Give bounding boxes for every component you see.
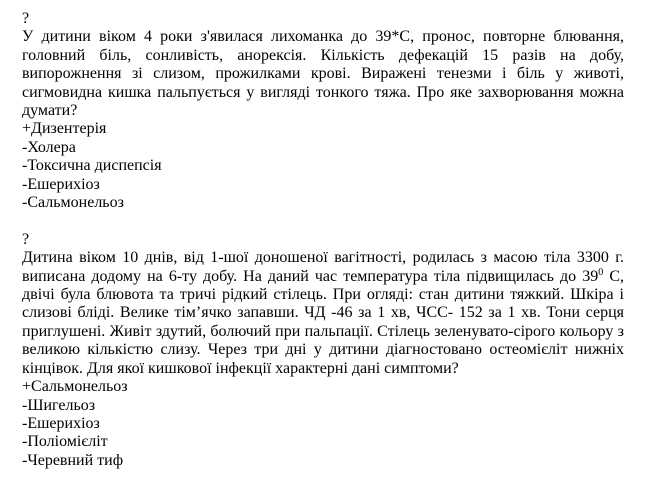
answer-option: -Токсична диспепсія (22, 157, 162, 175)
answer-option: -Поліомієліт (22, 433, 108, 451)
answer-option: -Черевний тиф (22, 451, 124, 469)
question-block-1 (22, 10, 624, 212)
answer-option: -Холера (22, 138, 76, 156)
answer-list (22, 120, 624, 212)
blank-line (22, 212, 624, 230)
question-text-part2: С, двічі була блювота та тричі рідкий стілець. При огляді: стан дитини тяжкий. Шкіра і слизові бліді. Велике тім’ячко запавши. ЧД -46 за 1 хв, ЧСС- 152 за 1 хв. Тони серця приглушені. Живіт здутий, болючий при пальпації. Стілець зеленувато-сірого кольору з великою кількістю слизу. Через три дні у дитини діагностовано остеомієліт нижніх кінцівок. Для якої кишкової інфекції характерні дані симптоми? (22, 267, 625, 377)
answer-correct: +Сальмонельоз (22, 378, 128, 396)
degree-superscript: 0 (598, 266, 604, 278)
question-marker: ? (22, 10, 30, 27)
question-block-2 (22, 231, 624, 470)
question-text (22, 249, 624, 378)
answer-option: -Шигельоз (22, 396, 96, 414)
answer-list (22, 378, 624, 470)
question-marker: ? (22, 230, 30, 248)
answer-option: -Сальмонельоз (22, 194, 124, 212)
answer-correct: +Дизентерія (22, 120, 107, 138)
answer-option: -Ешерихіоз (22, 414, 100, 432)
question-text-part1: Дитина віком 10 днів, від 1-шої доношеної вагітності, родилась з масою тіла 3300 г. виписана додому на 6-ту добу. На даний час температура тіла підвищилась до 39 (22, 249, 624, 285)
answer-option: -Ешерихіоз (22, 175, 100, 193)
question-text: У дитини віком 4 роки з'явилася лихоманка до 39*С, пронос, повторне блювання, головний біль, сонливість, анорексія. Кількість дефекацій 15 разів на добу, випорожнення зі слизом, прожилками крові. Виражені тенезми і біль у животі, сигмовидна кишка пальпується у вигляді тонкого тяжа. Про яке захворювання можна думати? (22, 28, 624, 120)
